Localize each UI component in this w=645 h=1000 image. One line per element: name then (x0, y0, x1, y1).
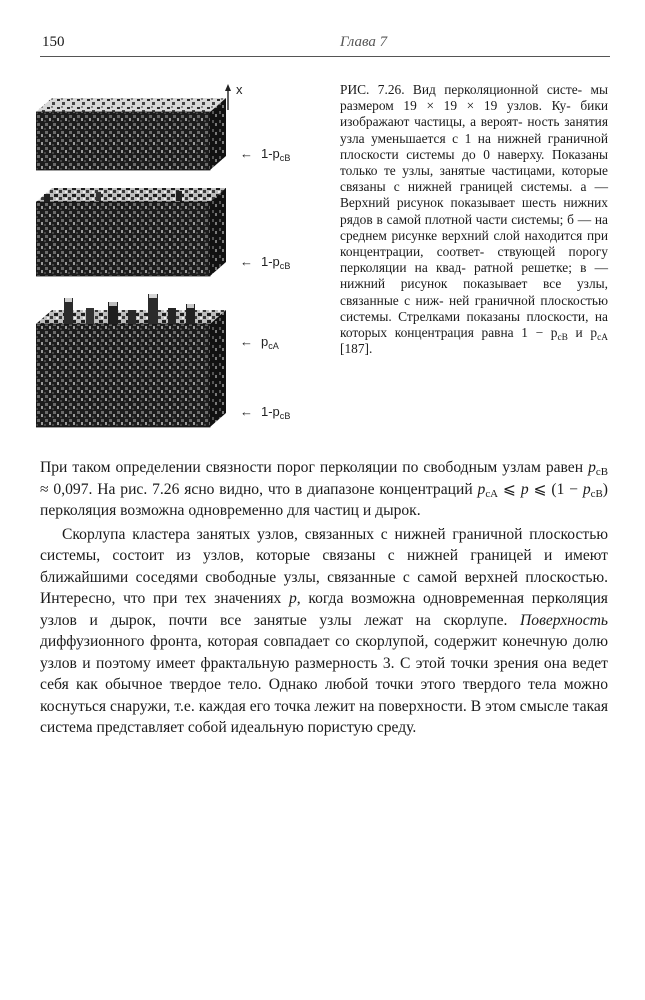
chapter-title: Глава 7 (340, 34, 388, 50)
body-text (40, 457, 608, 739)
arrow-left-icon: ← (240, 404, 253, 419)
label-4: ← $1-p_{cB}$ (240, 404, 291, 421)
percolation-cubes-image (36, 82, 336, 452)
figure-caption: РИС. 7.26. Вид перколяционной систе- мы размером 19 × 19 × 19 узлов. Ку- бики изображают частицы, а вероят- ность занятия узла уменьшается с 1 на нижней граничной плоскости системы до 0 наверху. Показаны только те узлы, занятые частицами, которые связаны с нижней границей системы. а — Верхний рисунок показывает шесть нижних рядов в самой плотной части системы; б — на среднем рисунке верхний слой находится при концентрации, соответ- ствующей порогу перколяции на квад- ратной решетке; в — нижний рисунок показывает все узлы, связанные с ниж- ней граничной плоскостью системы. Стрелками показаны плоскости, на которых концентрация равна $1 - p_{cB}$ и $p_{cA}$ [187]. (340, 82, 609, 357)
block-b (36, 188, 226, 276)
paragraph-2: Скорлупа кластера занятых узлов, связанных с нижней граничной плоскостью системы, состоит из узлов, которые связаны с нижней границей и имеют ближайшими соседями свободные узлы, связанные с самой верхней плоскостью. Интересно, что при тех значениях p, когда возможна одновременная перколяция узлов и дырок, почти все занятые узлы лежат на скорлупе. Поверхность диффузионного фронта, которая совпадает со скорлупой, содержит конечную долю узлов и поэтому имеет фрактальную размерность 3. С этой точки зрения она ведет себя как обычное твердое тело. Однако любой точки этого твердого тела можно коснуться снаружи, т.е. каждая его точка лежит на поверхности. В этом смысле такая система представляет собой идеальную пористую среду. (40, 525, 608, 736)
label-2: ← $1-p_{cB}$ (240, 254, 291, 271)
arrow-left-icon: ← (240, 146, 253, 161)
block-c (36, 294, 226, 427)
page-number: 150 (42, 34, 65, 50)
arrow-left-icon: ← (240, 254, 253, 269)
x-axis-label: x (236, 82, 243, 97)
running-header (40, 34, 610, 56)
block-a (36, 98, 226, 170)
arrow-left-icon: ← (240, 334, 253, 349)
header-rule (40, 56, 610, 57)
figure-7-26 (36, 82, 336, 452)
label-3: ← $p_{cA}$ (240, 334, 279, 351)
label-1: ← $1-p_{cB}$ (240, 146, 291, 163)
paragraph-1: При таком определении связности порог перколяции по свободным узлам равен $p_{cB} \approx 0,097$. На рис. 7.26 ясно видно, что в диапазоне концентраций $p_{cA}$ ⩽ p ⩽ $(1 - p_{cB})$ перколяция возможна одновременно для частиц и дырок. (40, 459, 608, 519)
